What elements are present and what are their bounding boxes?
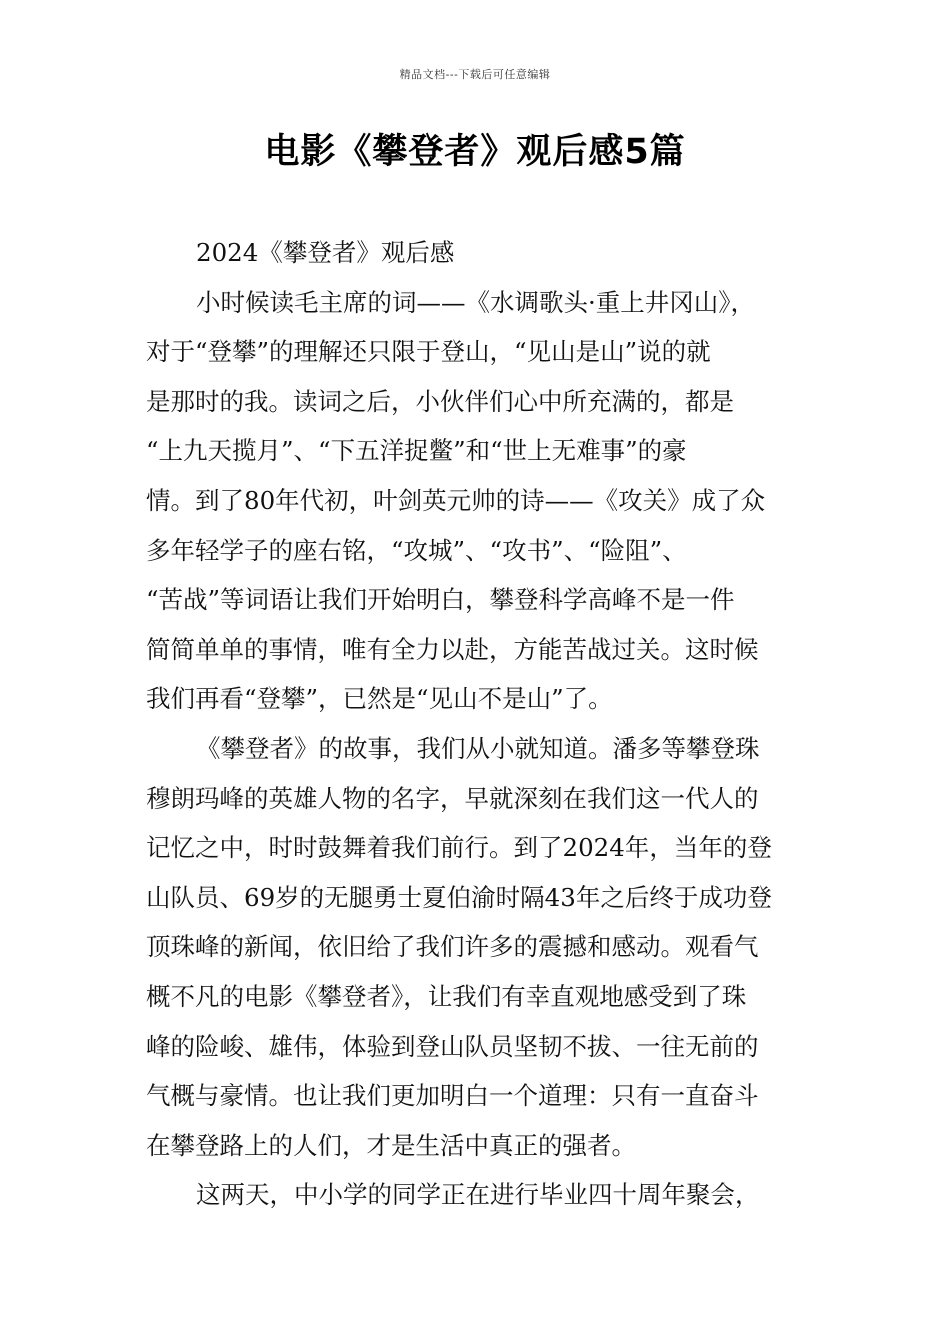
text-line: 顶珠峰的新闻，依旧给了我们许多的震撼和感动。观看气 [146,932,759,962]
text-line: 《攀登者》的故事，我们从小就知道。潘多等攀登珠 [196,733,760,763]
text-line: 概不凡的电影《攀登者》，让我们有幸直观地感受到了珠 [146,981,747,1011]
text-line: “苦战”等词语让我们开始明白，攀登科学高峰不是一件 [146,585,735,615]
text-line: 是那时的我。读词之后，小伙伴们心中所充满的，都是 [146,386,734,416]
text-line: 峰的险峻、雄伟，体验到登山队员坚韧不拔、一往无前的 [146,1031,759,1061]
header-note: 精品文档---下载后可任意编辑 [399,68,551,81]
document-body [146,228,811,1220]
text-line: 山队员、69岁的无腿勇士夏伯渝时隔43年之后终于成功登 [146,882,772,912]
text-line: 气概与豪情。也让我们更加明白一个道理：只有一直奋斗 [146,1081,759,1111]
text-line: 小时候读毛主席的词——《水调歌头·重上井冈山》， [196,287,756,317]
text-line: 这两天，中小学的同学正在进行毕业四十周年聚会， [196,1180,760,1210]
text-line: 记忆之中，时时鼓舞着我们前行。到了2024年，当年的登 [146,833,772,863]
section-heading: 2024《攀登者》观后感 [196,238,455,267]
text-line: 穆朗玛峰的英雄人物的名字，早就深刻在我们这一代人的 [146,783,759,813]
text-line: “上九天揽月”、“下五洋捉鳖”和“世上无难事”的豪 [146,436,687,466]
text-line: 情。到了80年代初，叶剑英元帅的诗——《攻关》成了众 [146,485,766,515]
text-line: 对于“登攀”的理解还只限于登山，“见山是山”说的就 [146,337,711,367]
text-line: 在攀登路上的人们，才是生活中真正的强者。 [146,1130,636,1160]
text-line: 简简单单的事情，唯有全力以赴，方能苦战过关。这时候 [146,634,759,664]
document-title: 电影《攀登者》观后感5篇 [264,132,686,172]
text-line: 多年轻学子的座右铭，“攻城”、“攻书”、“险阻”、 [146,535,687,565]
text-line: 我们再看“登攀”，已然是“见山不是山”了。 [146,684,613,714]
